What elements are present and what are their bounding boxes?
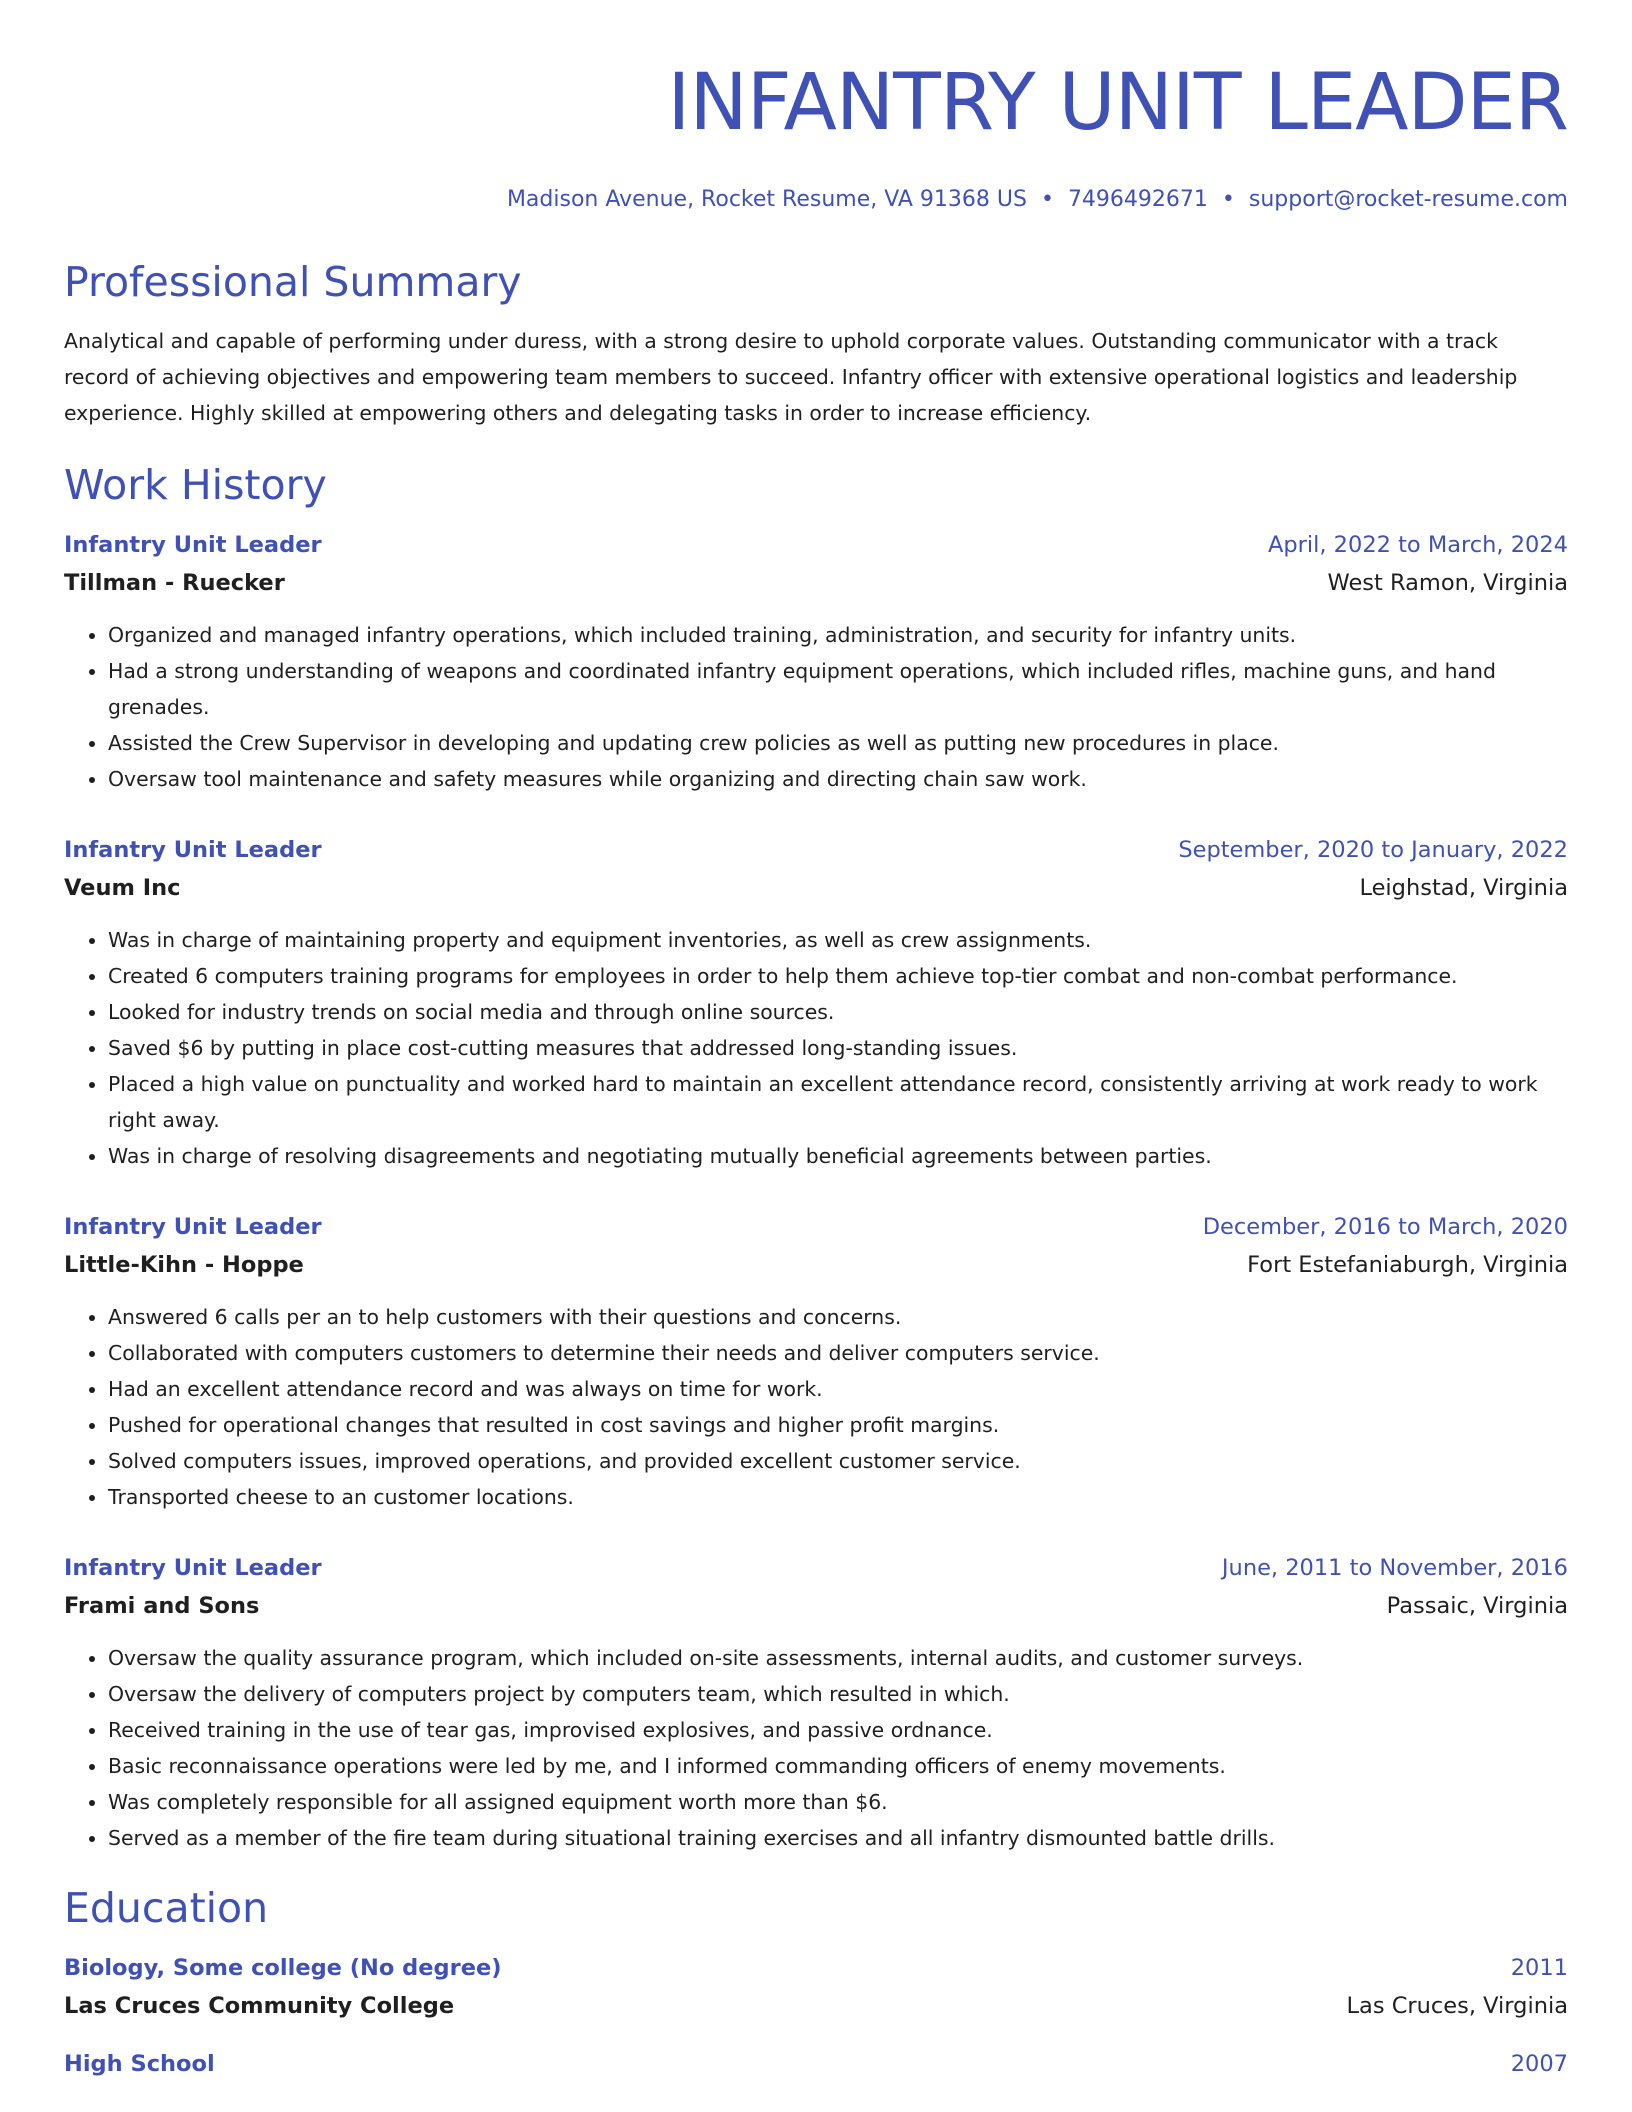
education-entry bbox=[64, 1949, 1568, 2025]
job-role: Infantry Unit Leader bbox=[64, 1555, 322, 1581]
job-bullet: • Transported cheese to an customer locations. bbox=[108, 1479, 1568, 1515]
education-school: Las Cruces Community College bbox=[64, 1993, 455, 2019]
job-header-row bbox=[64, 831, 1568, 869]
job-company-row bbox=[64, 1587, 1568, 1625]
section-title-work-history: Work History bbox=[64, 461, 327, 509]
job-location: Leighstad, Virginia bbox=[1359, 875, 1568, 901]
education-entry bbox=[64, 2045, 1568, 2083]
education-degree: Biology, Some college (No degree) bbox=[64, 1955, 502, 1981]
job-bullet: • Had a strong understanding of weapons and coordinated infantry equipment operations, which included rifles, machine guns, and hand grenades. bbox=[108, 653, 1568, 725]
job-bullets bbox=[64, 617, 1568, 797]
job-company-row bbox=[64, 869, 1568, 907]
job-dates: June, 2011 to November, 2016 bbox=[1221, 1555, 1568, 1581]
summary-text: Analytical and capable of performing under duress, with a strong desire to uphold corporate values. Outstanding communicator with a track record of achieving objectives and empowering team members to succeed. Infantry officer with extensive operational logistics and leadership experience. Highly skilled at empowering others and delegating tasks in order to increase efficiency. bbox=[64, 329, 1518, 425]
job-bullet: • Placed a high value on punctuality and worked hard to maintain an excellent attendance record, consistently arriving at work ready to work right away. bbox=[108, 1066, 1568, 1138]
education-location: Las Cruces, Virginia bbox=[1346, 1993, 1568, 2019]
job-company: Veum Inc bbox=[64, 875, 181, 901]
contact-phone: 7496492671 bbox=[1067, 187, 1208, 212]
resume-name: INFANTRY UNIT LEADER bbox=[667, 58, 1568, 148]
education-school-row bbox=[64, 1987, 1568, 2025]
job-bullet: • Looked for industry trends on social media and through online sources. bbox=[108, 994, 1568, 1030]
education-header-row bbox=[64, 2045, 1568, 2083]
job-header-row bbox=[64, 1208, 1568, 1246]
job-dates: December, 2016 to March, 2020 bbox=[1202, 1214, 1568, 1240]
job-dates: September, 2020 to January, 2022 bbox=[1178, 837, 1568, 863]
education-degree: High School bbox=[64, 2051, 215, 2077]
education-header-row bbox=[64, 1949, 1568, 1987]
job-bullet: • Was in charge of resolving disagreements and negotiating mutually beneficial agreements between parties. bbox=[108, 1138, 1568, 1174]
contact-address: Madison Avenue, Rocket Resume, VA 91368 US bbox=[506, 187, 1027, 212]
job-bullet: • Had an excellent attendance record and was always on time for work. bbox=[108, 1371, 1568, 1407]
contact-line bbox=[64, 186, 1568, 214]
job-location: Fort Estefaniaburgh, Virginia bbox=[1247, 1252, 1568, 1278]
job-bullet: • Oversaw the delivery of computers project by computers team, which resulted in which. bbox=[108, 1676, 1568, 1712]
job-bullet: • Oversaw the quality assurance program, which included on-site assessments, internal audits, and customer surveys. bbox=[108, 1640, 1568, 1676]
job-role: Infantry Unit Leader bbox=[64, 532, 322, 558]
contact-email[interactable]: support@rocket-resume.com bbox=[1248, 187, 1568, 212]
job-bullets bbox=[64, 922, 1568, 1174]
job-bullets bbox=[64, 1299, 1568, 1515]
job-header-row bbox=[64, 526, 1568, 564]
job-bullet: • Collaborated with computers customers to determine their needs and deliver computers service. bbox=[108, 1335, 1568, 1371]
job-bullet: • Organized and managed infantry operations, which included training, administration, and security for infantry units. bbox=[108, 617, 1568, 653]
job-company-row bbox=[64, 564, 1568, 602]
job-location: West Ramon, Virginia bbox=[1327, 570, 1568, 596]
job-bullet: • Assisted the Crew Supervisor in developing and updating crew policies as well as putting new procedures in place. bbox=[108, 725, 1568, 761]
job-bullet: • Received training in the use of tear gas, improvised explosives, and passive ordnance. bbox=[108, 1712, 1568, 1748]
job-bullet: • Basic reconnaissance operations were led by me, and I informed commanding officers of enemy movements. bbox=[108, 1748, 1568, 1784]
job-company: Frami and Sons bbox=[64, 1593, 260, 1619]
job-bullet: • Oversaw tool maintenance and safety measures while organizing and directing chain saw work. bbox=[108, 761, 1568, 797]
job-entry bbox=[64, 831, 1568, 1174]
job-role: Infantry Unit Leader bbox=[64, 837, 322, 863]
job-dates: April, 2022 to March, 2024 bbox=[1267, 532, 1568, 558]
job-company: Tillman - Ruecker bbox=[64, 570, 285, 596]
job-bullet: • Was completely responsible for all assigned equipment worth more than $6. bbox=[108, 1784, 1568, 1820]
job-bullet: • Answered 6 calls per an to help customers with their questions and concerns. bbox=[108, 1299, 1568, 1335]
job-bullet: • Was in charge of maintaining property and equipment inventories, as well as crew assignments. bbox=[108, 922, 1568, 958]
job-entry bbox=[64, 526, 1568, 797]
section-title-summary: Professional Summary bbox=[64, 258, 522, 306]
education-year: 2007 bbox=[1510, 2051, 1568, 2077]
job-company-row bbox=[64, 1246, 1568, 1284]
section-title-education: Education bbox=[64, 1884, 269, 1932]
job-entry bbox=[64, 1549, 1568, 1856]
job-bullets bbox=[64, 1640, 1568, 1856]
contact-separator: • bbox=[1040, 187, 1054, 212]
job-bullet: • Served as a member of the fire team during situational training exercises and all infantry dismounted battle drills. bbox=[108, 1820, 1568, 1856]
job-bullet: • Created 6 computers training programs for employees in order to help them achieve top-tier combat and non-combat performance. bbox=[108, 958, 1568, 994]
job-role: Infantry Unit Leader bbox=[64, 1214, 322, 1240]
job-company: Little-Kihn - Hoppe bbox=[64, 1252, 304, 1278]
job-bullet: • Pushed for operational changes that resulted in cost savings and higher profit margins. bbox=[108, 1407, 1568, 1443]
job-bullet: • Solved computers issues, improved operations, and provided excellent customer service. bbox=[108, 1443, 1568, 1479]
education-year: 2011 bbox=[1510, 1955, 1568, 1981]
job-bullet: • Saved $6 by putting in place cost-cutting measures that addressed long-standing issues. bbox=[108, 1030, 1568, 1066]
job-location: Passaic, Virginia bbox=[1386, 1593, 1568, 1619]
contact-separator: • bbox=[1221, 187, 1235, 212]
job-entry bbox=[64, 1208, 1568, 1515]
resume-page bbox=[64, 0, 1568, 2083]
job-header-row bbox=[64, 1549, 1568, 1587]
